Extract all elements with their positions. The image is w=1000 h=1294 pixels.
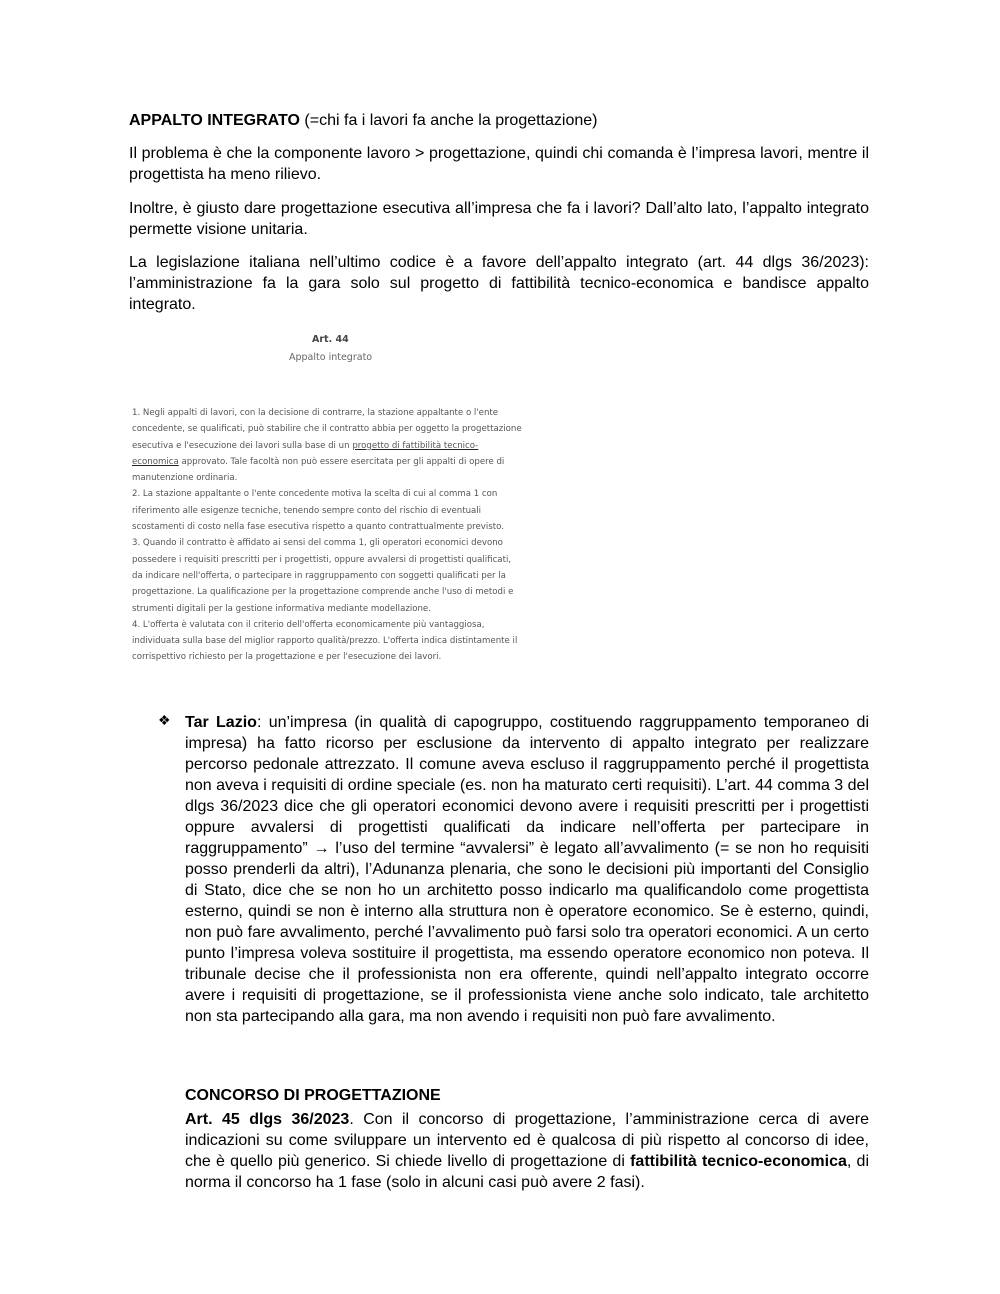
tar-lazio-paragraph: Tar Lazio: un’impresa (in qualità di capogruppo, costituendo raggruppamento temporaneo di impresa) ha fatto ricorso per esclusione da intervento di appalto integrato per realizzare percorso pedonale attrezzato. Il comune aveva escluso il raggruppamento perché il progettista non aveva i requisiti di ordine speciale (es. non ha maturato certi requisiti). L’art. 44 comma 3 del dlgs 36/2023 dice che gli operatori economici devono avere i requisiti prescritti per i progettisti oppure avvalersi di progettisti qualificati da indicare nell’offerta per partecipare in raggruppamento” → l’uso del termine “avvalersi” è legato all’avvalimento (= se non ho requisiti posso prenderli da altri), l’Adunanza plenaria, che sono le decisioni più importanti del Consiglio di Stato, dice che se non ho un architetto posso indicarlo ma qualificandolo come progettista esterno, quindi se non è interno alla struttura non è operatore economico. Se è esterno, quindi, non può fare avvalimento, perché l’avvalimento può farsi solo tra operatori economici. A un certo punto l’impresa voleva sostituire il progettista, ma essendo operatore economico non poteva. Il tribunale decise che il professionista non era offerente, quindi nell’appalto integrato occorre avere i requisiti di progettazione, se il professionista viene anche solo indicato, tale architetto non sta partecipando alla gara, ma non avendo i requisiti non può fare avvalimento. <box>185 714 870 1025</box>
article-comma-4: 4. L'offerta è valutata con il criterio dell'offerta economicamente più vantaggiosa, individuata sulla base del miglior rapporto qualità/prezzo. L'offerta indica distintamente il corrispettivo richiesto per la progettazione e per l'esecuzione dei lavori. <box>132 619 518 663</box>
section-heading: CONCORSO DI PROGETTAZIONE <box>185 1087 441 1104</box>
article-comma-2: 2. La stazione appaltante o l'ente concedente motiva la scelta di cui al comma 1 con riferimento alle esigenze tecniche, tenendo sempre conto del rischio di eventuali scostamenti di costo nella fase esecutiva rispetto a quanto contrattualmente previsto. <box>132 489 504 533</box>
bold-term: fattibilità tecnico-economica <box>630 1153 847 1170</box>
paragraph: La legislazione italiana nell’ultimo codice è a favore dell’appalto integrato (art. 44 dlgs 36/2023): l’amministrazione fa la gara solo sul progetto di fattibilità tecnico-economica e bandisce appalto integrato. <box>129 254 869 313</box>
article-reference: Art. 45 dlgs 36/2023 <box>185 1111 350 1128</box>
underlined-phrase: progetto di fattibilità tecnico-economica <box>132 440 479 467</box>
paragraph: Inoltre, è giusto dare progettazione esecutiva all’impresa che fa i lavori? Dall’alto lato, l’appalto integrato permette visione unitaria. <box>129 200 869 238</box>
concorso-paragraph: Art. 45 dlgs 36/2023. Con il concorso di progettazione, l’amministrazione cerca di avere indicazioni su come sviluppare un intervento ed è qualcosa di più rispetto al concorso di idee, che è quello più generico. Si chiede livello di progettazione di fattibilità tecnico-economica, di norma il concorso ha 1 fase (solo in alcuni casi può avere 2 fasi). <box>185 1111 870 1191</box>
tar-label: Tar Lazio <box>185 714 257 731</box>
article-number: Art. 44 <box>312 334 349 345</box>
article-title: Appalto integrato <box>289 352 373 363</box>
section-title-note: (=chi fa i lavori fa anche la progettazione) <box>304 112 598 129</box>
section-title: APPALTO INTEGRATO <box>129 112 300 129</box>
article-comma-3: 3. Quando il contratto è affidato ai sensi del comma 1, gli operatori economici devono possedere i requisiti prescritti per i progettisti, oppure avvalersi di progettisti qualificati, da indicare nell'offerta, o partecipare in raggruppamento con soggetti qualificati per la progettazione. La qualificazione per la progettazione comprende anche l'uso di metodi e strumenti digitali per la gestione informativa mediante modellazione. <box>132 538 514 614</box>
article-comma-1: 1. Negli appalti di lavori, con la decisione di contrarre, la stazione appaltante o l'ente concedente, se qualificati, può stabilire che il contratto abbia per oggetto la progettazione esecutiva e l'esecuzione dei lavori sulla base di un progetto di fattibilità tecnico-economica approvato. Tale facoltà non può essere esercitata per gli appalti di opere di manutenzione ordinaria. <box>132 408 522 484</box>
paragraph: Il problema è che la componente lavoro > progettazione, quindi chi comanda è l’impresa lavori, mentre il progettista ha meno rilievo. <box>129 145 869 183</box>
article-body <box>132 405 524 666</box>
section-title-line <box>129 110 869 131</box>
article-screenshot <box>129 330 529 670</box>
diamond-bullet-icon: ❖ <box>158 712 171 728</box>
arrow-right-icon: → <box>313 840 330 857</box>
